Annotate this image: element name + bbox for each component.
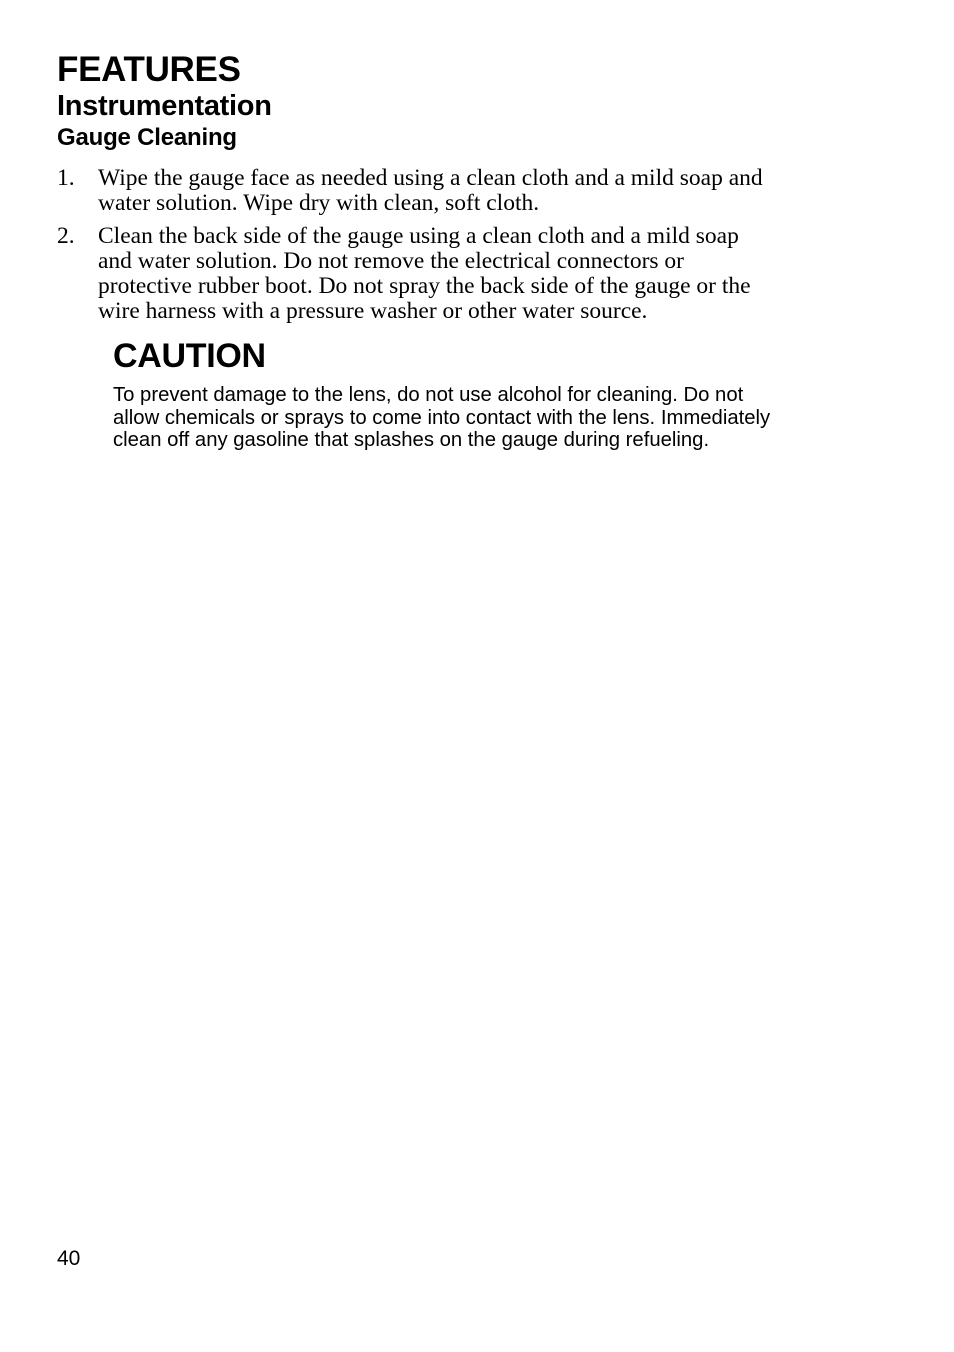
caution-title: CAUTION (113, 337, 266, 375)
step-item (57, 166, 777, 215)
topic-title: Gauge Cleaning (57, 124, 237, 151)
page-number: 40 (57, 1247, 81, 1270)
step-text: Clean the back side of the gauge using a clean cloth and a mild soap and water solution. Do not remove the electrical connectors or protective rubber boot. Do not spray the back side of the gauge or the wire harness with a pressure washer or other water source. (98, 223, 751, 324)
step-item (57, 224, 777, 323)
step-text: Wipe the gauge face as needed using a clean cloth and a mild soap and water solution. Wipe dry with clean, soft cloth. (98, 165, 763, 216)
cleaning-steps-list (57, 166, 777, 332)
step-number: 2. (57, 223, 75, 250)
caution-text: To prevent damage to the lens, do not use alcohol for cleaning. Do not allow chemicals or sprays to come into contact with the lens. Immediately clean off any gasoline that splashes on the gauge during refueling. (113, 384, 771, 452)
step-number: 1. (57, 165, 75, 191)
section-title: FEATURES (57, 50, 241, 89)
subsection-title: Instrumentation (57, 90, 272, 122)
